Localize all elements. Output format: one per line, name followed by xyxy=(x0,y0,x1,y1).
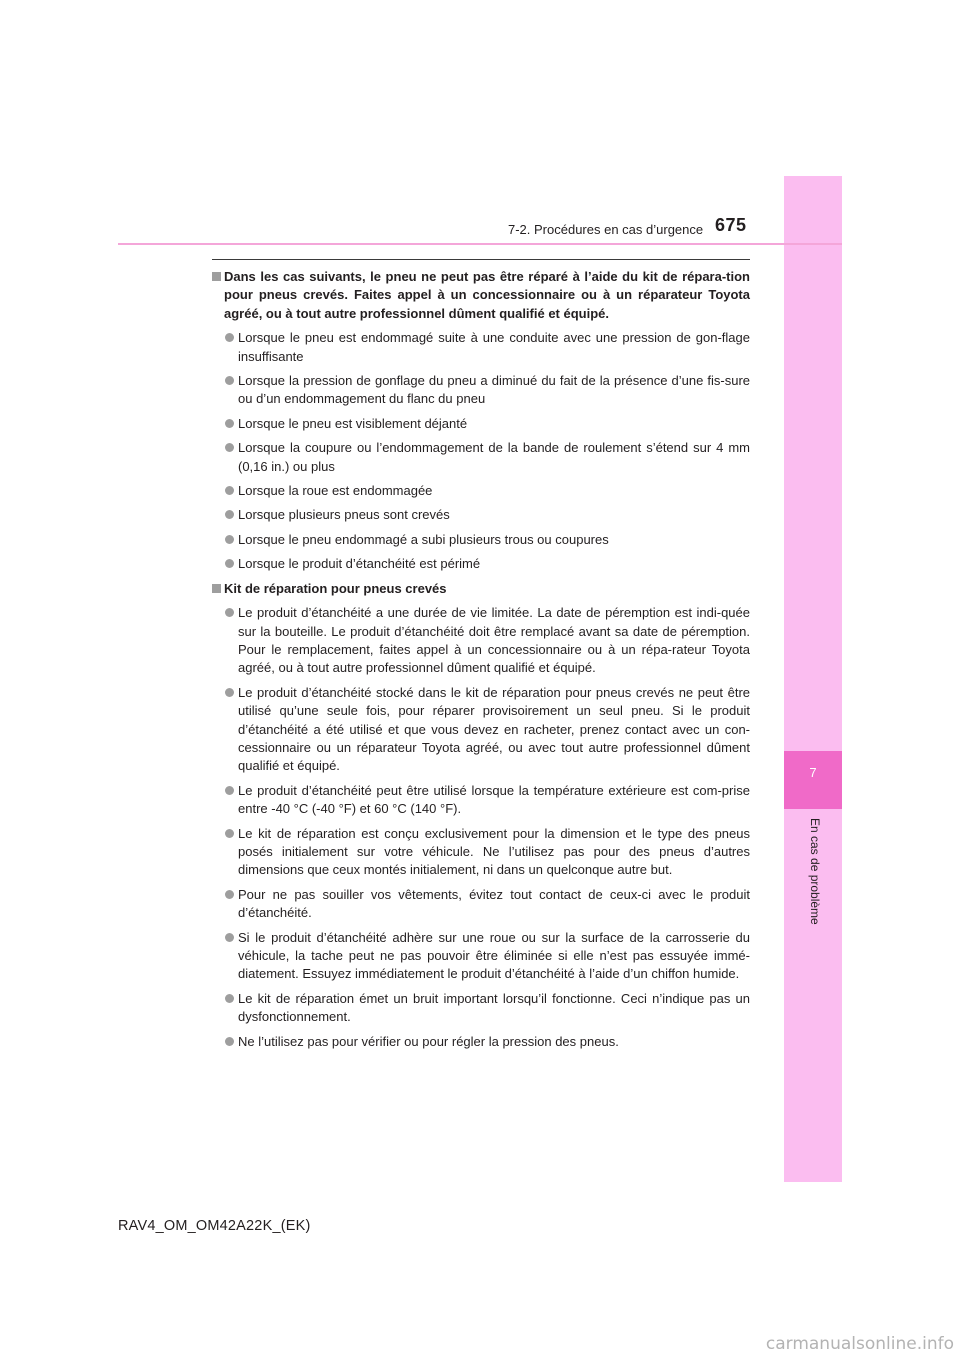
list-item: Lorsque plusieurs pneus sont crevés xyxy=(212,506,750,524)
list-item: Pour ne pas souiller vos vêtements, évitez tout contact de ceux-ci avec le produit d’étanchéité. xyxy=(212,886,750,923)
circle-bullet-icon xyxy=(225,333,234,342)
list-item: Le produit d’étanchéité stocké dans le kit de réparation pour pneus crevés ne peut être utilisé qu’une seule fois, pour réparer provisoirement un seul pneu. Si le produit d’étanchéité a été utilisé et que vous devez en racheter, prenez contact avec un con-cessionnaire ou un réparateur Toyota agréé, ou avec tout autre professionnel dûment qualifié et équipé. xyxy=(212,684,750,776)
list-item: Lorsque le pneu est endommagé suite à une conduite avec une pression de gon-flage insuffisante xyxy=(212,329,750,366)
list-item: Lorsque le produit d’étanchéité est périmé xyxy=(212,555,750,573)
list-item: Ne l’utilisez pas pour vérifier ou pour régler la pression des pneus. xyxy=(212,1033,750,1051)
circle-bullet-icon xyxy=(225,829,234,838)
circle-bullet-icon xyxy=(225,559,234,568)
chapter-number: 7 xyxy=(809,765,817,780)
content-top-rule xyxy=(212,259,750,260)
circle-bullet-icon xyxy=(225,535,234,544)
bullet-list-repair-kit xyxy=(212,604,750,1051)
circle-bullet-icon xyxy=(225,443,234,452)
watermark-link[interactable]: carmanualsonline.info xyxy=(765,1334,954,1354)
page-content xyxy=(212,268,750,1057)
circle-bullet-icon xyxy=(225,786,234,795)
page-number: 675 xyxy=(715,215,747,235)
circle-bullet-icon xyxy=(225,688,234,697)
chapter-side-tab xyxy=(784,176,842,1182)
circle-bullet-icon xyxy=(225,510,234,519)
square-bullet-icon xyxy=(212,584,221,593)
header-divider xyxy=(118,243,842,245)
list-item: Lorsque la pression de gonflage du pneu a diminué du fait de la présence d’une fis-sure ou d’un endommagement du flanc du pneu xyxy=(212,372,750,409)
list-item: Si le produit d’étanchéité adhère sur une roue ou sur la surface de la carrosserie du véhicule, la tache peut ne pas pouvoir être éliminée si elle n’est pas essuyée immé-diatement. Essuyez immédiatement le produit d’étanchéité à l’aide d’un chiffon humide. xyxy=(212,929,750,984)
list-item: Lorsque la coupure ou l’endommagement de la bande de roulement s’étend sur 4 mm (0,16 in.) ou plus xyxy=(212,439,750,476)
circle-bullet-icon xyxy=(225,933,234,942)
circle-bullet-icon xyxy=(225,608,234,617)
square-bullet-icon xyxy=(212,272,221,281)
circle-bullet-icon xyxy=(225,486,234,495)
section-heading-repair-kit: Kit de réparation pour pneus crevés xyxy=(212,580,750,598)
list-item: Le kit de réparation est conçu exclusivement pour la dimension et le type des pneus posés initialement sur votre véhicule. Ne l’utilisez pas pour des pneus d’autres dimensions que ceux montés initialement, ni dans un quelconque autre but. xyxy=(212,825,750,880)
circle-bullet-icon xyxy=(225,376,234,385)
list-item: Le kit de réparation émet un bruit important lorsqu’il fonctionne. Ceci n’indique pas un dysfonctionnement. xyxy=(212,990,750,1027)
list-item: Lorsque la roue est endommagée xyxy=(212,482,750,500)
circle-bullet-icon xyxy=(225,419,234,428)
document-code: RAV4_OM_OM42A22K_(EK) xyxy=(118,1218,311,1234)
circle-bullet-icon xyxy=(225,890,234,899)
section-title: 7-2. Procédures en cas d’urgence xyxy=(508,222,704,237)
circle-bullet-icon xyxy=(225,1037,234,1046)
list-item: Lorsque le pneu est visiblement déjanté xyxy=(212,415,750,433)
section-heading-repair-limits: Dans les cas suivants, le pneu ne peut pas être réparé à l’aide du kit de répara-tion pour pneus crevés. Faites appel à un concessionnaire ou à un réparateur Toyota agréé, ou à tout autre professionnel dûment qualifié et équipé. xyxy=(212,268,750,323)
list-item: Le produit d’étanchéité a une durée de vie limitée. La date de péremption est indi-quée sur la bouteille. Le produit d’étanchéité doit être remplacé avant sa date de péremption. Pour le remplacement, faites appel à un concessionnaire ou à un répa-rateur Toyota agréé, ou à tout autre professionnel dûment qualifié et équipé. xyxy=(212,604,750,678)
bullet-list-repair-limits xyxy=(212,329,750,573)
list-item: Le produit d’étanchéité peut être utilisé lorsque la température extérieure est com-prise entre -40 °C (-40 °F) et 60 °C (140 °F). xyxy=(212,782,750,819)
chapter-tab-marker xyxy=(784,751,842,809)
circle-bullet-icon xyxy=(225,994,234,1003)
list-item: Lorsque le pneu endommagé a subi plusieurs trous ou coupures xyxy=(212,531,750,549)
chapter-title: En cas de problème xyxy=(808,818,822,925)
